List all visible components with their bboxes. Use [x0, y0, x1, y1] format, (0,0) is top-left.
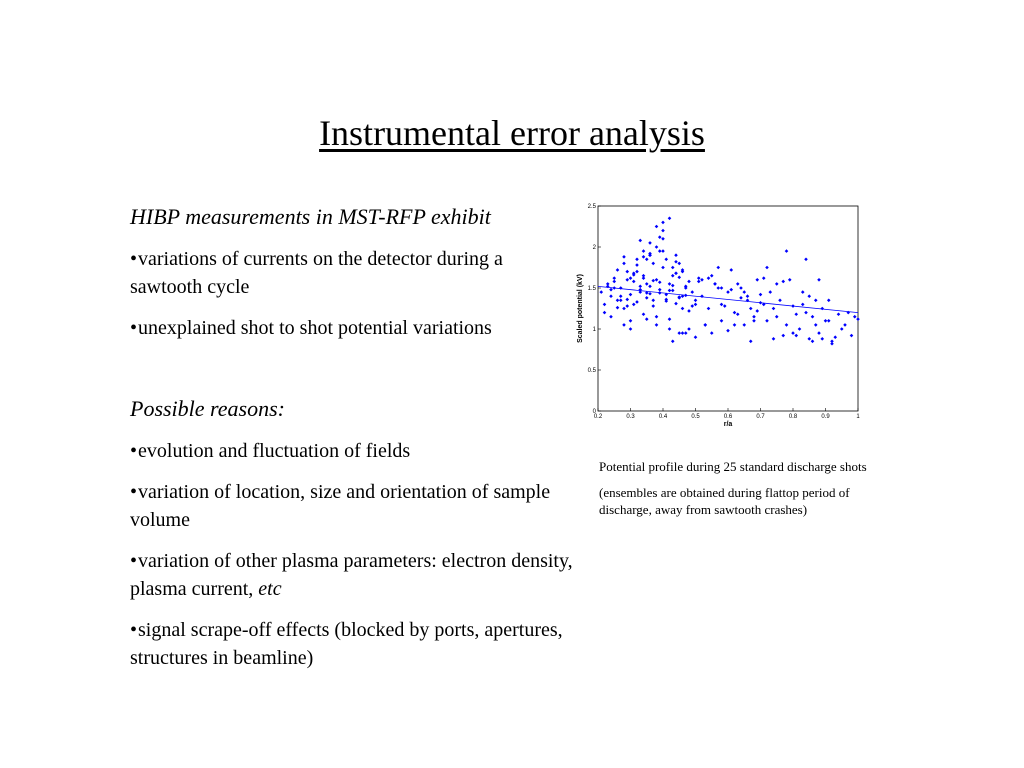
bullet-dot-icon: • [130, 619, 138, 641]
bullet-dot-icon: • [130, 550, 138, 572]
bullet-dot-icon: • [130, 481, 138, 503]
x-tick-label: 0.5 [691, 414, 700, 420]
bullet-sample-volume: •variation of location, size and orientation of sample volume [130, 481, 551, 531]
potential-profile-chart [570, 200, 870, 435]
bullet-fields: •evolution and fluctuation of fields [130, 440, 411, 462]
bullet-shot-variations: •unexplained shot to shot potential variations [130, 317, 492, 339]
y-axis-label: Scaled potential (kV) [577, 274, 584, 343]
x-tick-label: 0.3 [626, 414, 635, 420]
x-tick-label: 1 [856, 414, 860, 420]
x-axis-label: r/a [723, 421, 733, 428]
y-tick-label: 2 [592, 245, 596, 251]
y-tick-label: 0 [592, 409, 596, 415]
x-tick-label: 0.2 [593, 414, 603, 420]
bullet-dot-icon: • [130, 248, 138, 270]
bullet-detector-currents: •variations of currents on the detector during a sawtooth cycle [130, 248, 503, 298]
caption-note: (ensembles are obtained during flattop period of discharge, away from sawtooth crashes) [599, 485, 850, 517]
caption-title: Potential profile during 25 standard discharge shots [599, 459, 867, 474]
y-tick-label: 2.5 [587, 204, 596, 210]
heading-measurements: HIBP measurements in MST-RFP exhibit [130, 204, 491, 229]
x-tick-label: 0.6 [723, 414, 733, 420]
y-tick-label: 1.5 [587, 286, 596, 292]
x-tick-label: 0.8 [788, 414, 798, 420]
bullet-dot-icon: • [130, 317, 138, 339]
x-tick-label: 0.4 [658, 414, 668, 420]
text-column [130, 203, 580, 685]
x-tick-label: 0.9 [821, 414, 830, 420]
etc-italic: etc [258, 578, 282, 600]
y-tick-label: 1 [592, 327, 596, 333]
y-tick-label: 0.5 [587, 368, 596, 374]
heading-reasons: Possible reasons: [130, 396, 286, 421]
x-tick-label: 0.7 [756, 414, 765, 420]
bullet-plasma-parameters: •variation of other plasma parameters: electron density, plasma current, etc [130, 550, 573, 600]
bullet-scrape-off: •signal scrape-off effects (blocked by ports, apertures, structures in beamline) [130, 619, 563, 669]
bullet-dot-icon: • [130, 440, 138, 462]
slide-title: Instrumental error analysis [319, 113, 705, 153]
